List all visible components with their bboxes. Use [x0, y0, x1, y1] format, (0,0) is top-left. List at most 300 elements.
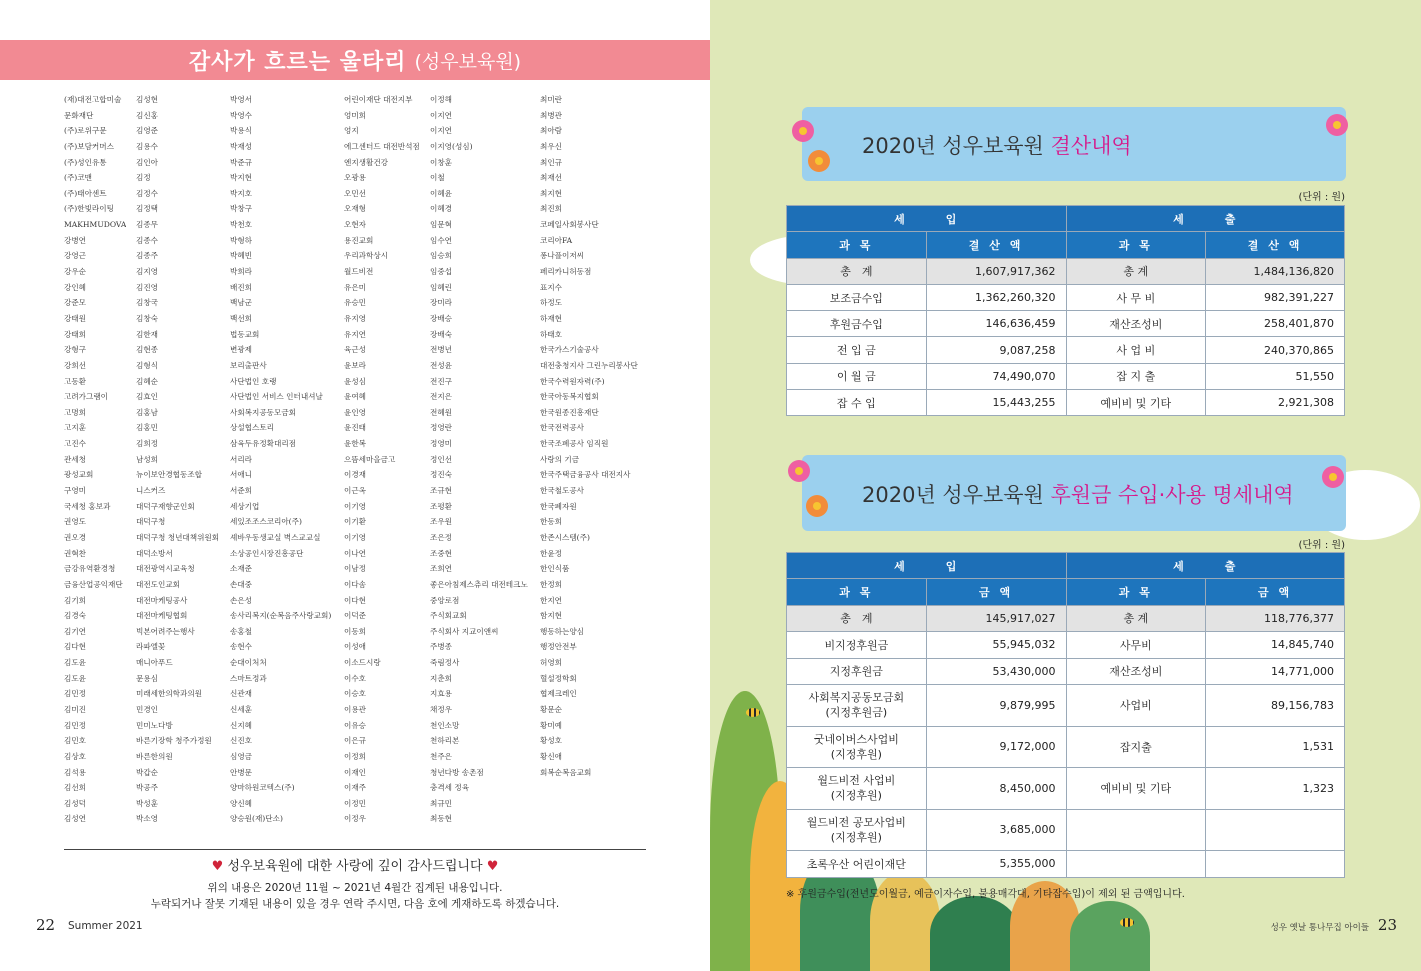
donor-name: 뉴이보안경협동조합 — [136, 470, 203, 480]
amount-cell: 9,172,000 — [926, 726, 1066, 768]
donor-name: 김미진 — [64, 704, 87, 714]
donor-name: 고동환 — [64, 376, 87, 386]
donor-name: 한국폐자원 — [540, 501, 577, 511]
donor-name: 조희연 — [430, 564, 453, 574]
donor-name: 이기영 — [344, 501, 367, 511]
donor-name: 한국원종진흥재단 — [540, 407, 599, 417]
bee-icon — [1120, 918, 1134, 927]
donor-name: 죽림정사 — [430, 658, 460, 668]
donor-name: 백선희 — [230, 313, 253, 323]
donor-name: 이다현 — [344, 595, 367, 605]
donor-list — [64, 92, 664, 844]
donor-name: 김희정 — [136, 439, 159, 449]
donor-name: 김진영 — [136, 282, 159, 292]
donor-name: 오광용 — [344, 173, 367, 183]
donor-name: 강인혜 — [64, 282, 87, 292]
donor-name: 니스커즈 — [136, 486, 166, 496]
donor-name: 사단법인 서비스 인터내셔날 — [230, 392, 323, 402]
header-item: 과 목 — [787, 232, 927, 258]
heart-icon: ♥ — [211, 859, 224, 874]
donor-name: 서준희 — [230, 486, 253, 496]
donor-name: 대전마케팅협회 — [136, 611, 188, 621]
donor-name: 전진구 — [430, 376, 453, 386]
donor-name: 황성호 — [540, 736, 563, 746]
page-number-left: 22 — [36, 916, 56, 934]
donor-name: 바른기장학 청주가정원 — [136, 736, 212, 746]
donor-name: 조평환 — [430, 501, 453, 511]
donor-name: 엉미희 — [344, 110, 367, 120]
donor-name: 허영희 — [540, 658, 563, 668]
item-cell: 월드비전 공모사업비 (지정후원) — [787, 809, 927, 851]
donor-name: 강우순 — [64, 267, 87, 277]
amount-cell: 2,921,308 — [1206, 390, 1345, 416]
donor-name: 우리과학상시 — [344, 251, 389, 261]
donor-name: 장배숙 — [430, 329, 453, 339]
header-income: 세 입 — [787, 553, 1067, 579]
donor-name: 이동희 — [344, 626, 367, 636]
donor-name: 국세청 홍보과 — [64, 501, 111, 511]
item-cell: 잡지출 — [1066, 726, 1206, 768]
donor-name: 강태원 — [64, 313, 87, 323]
donor-name: 이재주 — [344, 783, 367, 793]
donor-name: 김종수 — [136, 235, 159, 245]
donor-name: 한국주택금융공사 대전지사 — [540, 470, 631, 480]
donor-name: 고진수 — [64, 439, 87, 449]
donor-name: 오현자 — [344, 220, 367, 230]
donor-name: 이경재 — [344, 470, 367, 480]
donor-name: 박준규 — [230, 157, 253, 167]
donor-name: 이정해 — [430, 95, 453, 104]
donor-name: 강태희 — [64, 329, 87, 339]
donor-name: 정진숙 — [430, 470, 453, 480]
item-cell: 이 월 금 — [787, 363, 927, 389]
donor-name: 채정우 — [430, 704, 453, 714]
donor-name: 주식회사 지교이앤씨 — [430, 626, 499, 636]
unit-label: (단위 : 원) — [1298, 540, 1345, 551]
item-cell: 지정후원금 — [787, 658, 927, 685]
donor-name: 어린이재단 대전지부 — [344, 95, 413, 104]
donor-name: 이성애 — [344, 642, 367, 652]
donor-name: 황신애 — [540, 751, 563, 761]
header-amount: 결 산 액 — [1206, 232, 1345, 258]
donor-name: 협제크레인 — [540, 689, 577, 699]
amount-cell: 9,879,995 — [926, 685, 1066, 727]
donor-name: 미래세한의학과의원 — [136, 689, 203, 699]
donor-name: 매니아푸드 — [136, 658, 173, 668]
donor-name: 김기희 — [64, 595, 87, 605]
donor-name: 표지수 — [540, 282, 563, 292]
heart-icon: ♥ — [486, 859, 499, 874]
donor-name: 김성덕 — [64, 798, 87, 808]
donor-name: 사단법인 호랭 — [230, 376, 277, 386]
donor-name: 백남군 — [230, 298, 253, 308]
donor-name: 김종주 — [136, 251, 159, 261]
donor-name: 신관재 — [230, 689, 253, 699]
amount-cell: 51,550 — [1206, 363, 1345, 389]
footnote: ※ 후원금수입(전년도이월금, 예금이자수입, 불용매각대, 기타잡수입)이 제외 된 금액입니다. — [786, 889, 1185, 900]
donor-name: 김홍남 — [136, 407, 159, 417]
donor-name: 이유승 — [344, 720, 367, 730]
decor-plant — [1070, 901, 1150, 971]
donor-name: 천주은 — [430, 751, 453, 761]
donor-name: 김민정 — [64, 720, 87, 730]
donor-name: 유지영 — [344, 313, 367, 323]
donor-name: 이용관 — [344, 704, 367, 714]
table-row — [787, 605, 1345, 632]
donor-name: 전병년 — [430, 345, 453, 355]
donor-name: 하정도 — [540, 298, 563, 308]
donor-name: 김민호 — [64, 736, 87, 746]
donor-name: 안병문 — [230, 767, 253, 777]
item-cell — [1066, 851, 1206, 878]
donor-name: 이소드시랑 — [344, 658, 381, 668]
item-cell: 재산조성비 — [1066, 311, 1206, 337]
item-cell: 전 입 금 — [787, 337, 927, 363]
header-income: 세 입 — [787, 206, 1067, 232]
header-amount: 결 산 액 — [926, 232, 1066, 258]
amount-cell: 9,087,258 — [926, 337, 1066, 363]
item-cell: 총 계 — [787, 258, 927, 284]
donor-name: 남성희 — [136, 454, 159, 464]
settlement-table — [786, 205, 1345, 416]
header-amount: 금 액 — [1206, 579, 1345, 605]
donor-name: 박지호 — [230, 188, 253, 198]
donor-name: 이승호 — [344, 689, 367, 699]
donor-name: 황미예 — [540, 720, 563, 730]
donor-name: 서애니 — [230, 470, 253, 480]
donor-name: 권영도 — [64, 517, 87, 527]
donor-name: 혈설정학회 — [540, 673, 577, 683]
donor-name: 오재형 — [344, 204, 367, 214]
donor-name: 최미란 — [540, 95, 563, 104]
amount-cell: 3,685,000 — [926, 809, 1066, 851]
donor-name: 최진희 — [540, 204, 563, 214]
donor-name: 월드비전 — [344, 267, 374, 277]
donor-name: 삼육두유정확대리점 — [230, 439, 297, 449]
table-row — [787, 390, 1345, 416]
donor-name: 천인소망 — [430, 720, 460, 730]
donor-name: 유승민 — [344, 298, 367, 308]
donor-name: 이정민 — [344, 798, 367, 808]
title-card-donation — [802, 455, 1346, 531]
amount-cell: 145,917,027 — [926, 605, 1066, 632]
donor-name: 박공주 — [136, 783, 159, 793]
table-row — [787, 337, 1345, 363]
donor-name: 박혜빈 — [230, 251, 253, 261]
header-expense: 세 출 — [1066, 206, 1345, 232]
donor-name: 라파엘꽃 — [136, 642, 166, 652]
amount-cell: 8,450,000 — [926, 768, 1066, 810]
donation-table — [786, 552, 1345, 878]
donor-name: 코페일사회봉사단 — [540, 220, 599, 230]
issue-season: Summer 2021 — [68, 920, 143, 932]
name-column — [64, 92, 126, 827]
donor-name: 장미라 — [430, 298, 453, 308]
donor-name: 김선희 — [64, 783, 87, 793]
donor-name: 최아람 — [540, 126, 563, 136]
donor-name: 김기연 — [64, 626, 87, 636]
donor-name: 주식회교회 — [430, 611, 467, 621]
donor-name: 지춘희 — [430, 673, 453, 683]
donor-name: 세있조조스코리아(주) — [230, 517, 302, 527]
donor-name: 김영준 — [136, 126, 159, 136]
settlement-title: 2020년 성우보육원 결산내역 — [862, 134, 1132, 158]
donor-name: 정인선 — [430, 454, 453, 464]
donor-name: 이수호 — [344, 673, 367, 683]
donor-name: 이재인 — [344, 767, 367, 777]
donor-name: 박소영 — [136, 814, 159, 824]
flower-icon — [808, 150, 830, 172]
donor-name: 에그센터드 대전반석점 — [344, 141, 420, 151]
donor-name: 임혜린 — [430, 282, 453, 292]
item-cell: 보조금수입 — [787, 284, 927, 310]
donor-name: 김상호 — [64, 751, 87, 761]
donor-name: 전혜원 — [430, 407, 453, 417]
divider — [64, 849, 646, 850]
amount-cell: 1,531 — [1206, 726, 1345, 768]
donor-name: 최병관 — [540, 110, 563, 120]
donor-name: 행정안전부 — [540, 642, 577, 652]
donor-name: 정영란 — [430, 423, 453, 433]
header-item: 과 목 — [787, 579, 927, 605]
header-item: 과 목 — [1066, 232, 1206, 258]
item-cell: 사 업 비 — [1066, 337, 1206, 363]
donor-name: 전지은 — [430, 392, 453, 402]
table-row — [787, 363, 1345, 389]
donor-name: 중앙로점 — [430, 595, 460, 605]
donor-name: 오민선 — [344, 188, 367, 198]
flower-icon — [788, 460, 810, 482]
table-row — [787, 851, 1345, 878]
table-row — [787, 768, 1345, 810]
donor-name: 세상기업 — [230, 501, 260, 511]
donor-name: 문화재단 — [64, 110, 94, 120]
donor-name: 이기영 — [344, 532, 367, 542]
banner-subtitle: (성우보육원) — [414, 50, 522, 73]
donor-name: 박지현 — [230, 173, 253, 183]
donor-name: 신세훈 — [230, 704, 253, 714]
item-cell: 사 무 비 — [1066, 284, 1206, 310]
donor-name: 퐁나플이저씨 — [540, 251, 585, 261]
donor-name: 대전마케팅공사 — [136, 595, 188, 605]
note-period: 위의 내용은 2020년 11월 ~ 2021년 4월간 집계된 내용입니다. — [207, 882, 503, 894]
item-cell: 초록우산 어린이재단 — [787, 851, 927, 878]
donor-name: 조우원 — [430, 517, 453, 527]
unit-label: (단위 : 원) — [1298, 192, 1345, 203]
donor-name: 한국아동복지협회 — [540, 392, 599, 402]
donor-name: 배진희 — [230, 282, 253, 292]
table-row — [787, 726, 1345, 768]
donor-name: 최규민 — [430, 798, 453, 808]
donor-name: 강준모 — [64, 298, 87, 308]
header-amount: 금 액 — [926, 579, 1066, 605]
donor-name: 이철 — [430, 173, 445, 183]
flower-icon — [1322, 466, 1344, 488]
donor-name: 순대이처처 — [230, 658, 267, 668]
donor-name: 김용수 — [136, 141, 159, 151]
amount-cell — [1206, 851, 1345, 878]
donor-name: 이혜윤 — [430, 188, 453, 198]
donor-name: 송홍철 — [230, 626, 253, 636]
donor-name: 김형식 — [136, 360, 159, 370]
donor-name: 박영수 — [230, 110, 253, 120]
donor-name: 서리라 — [230, 454, 253, 464]
donor-name: 김다현 — [64, 642, 87, 652]
donor-name: 하재현 — [540, 313, 563, 323]
donor-name: 강희선 — [64, 360, 87, 370]
decor-plant — [930, 896, 1020, 971]
amount-cell — [1206, 809, 1345, 851]
donor-name: (주)보담커머스 — [64, 141, 114, 151]
donor-name: 조중현 — [430, 548, 453, 558]
item-cell: 총 계 — [1066, 605, 1206, 632]
item-cell: 잡 수 입 — [787, 390, 927, 416]
donor-name: 윤성심 — [344, 376, 367, 386]
donor-name: 이지연 — [430, 126, 453, 136]
donor-name: 김민정 — [64, 689, 87, 699]
donor-name: 대전도인교회 — [136, 579, 181, 589]
item-cell: 후원금수입 — [787, 311, 927, 337]
table-row — [787, 658, 1345, 685]
title-banner — [0, 40, 710, 80]
donor-name: 강병연 — [64, 235, 87, 245]
donor-name: 변광제 — [230, 345, 253, 355]
donor-name: 조규현 — [430, 486, 453, 496]
item-cell: 굿네이버스사업비 (지정후원) — [787, 726, 927, 768]
donor-name: 천하리본 — [430, 736, 460, 746]
donor-name: 대덕구청 청년대책위원회 — [136, 532, 220, 542]
donor-name: 김성연 — [64, 814, 87, 824]
donor-name: 소상공인시장진흥공단 — [230, 548, 304, 558]
donor-name: 금강유역환경청 — [64, 564, 116, 574]
header-item: 과 목 — [1066, 579, 1206, 605]
donor-name: 윤여혜 — [344, 392, 367, 402]
donor-name: 이근옥 — [344, 486, 367, 496]
donor-name: 최지현 — [540, 188, 563, 198]
donor-name: 심영금 — [230, 751, 253, 761]
donation-title: 2020년 성우보육원 후원금 수입·사용 명세내역 — [862, 483, 1294, 507]
donor-name: (주)로위구문 — [64, 126, 107, 136]
amount-cell: 146,636,459 — [926, 311, 1066, 337]
donor-name: 금융산업공익재단 — [64, 579, 123, 589]
donor-name: 지효용 — [430, 689, 453, 699]
donor-name: 대전광역시교육청 — [136, 564, 195, 574]
donor-name: 송현수 — [230, 642, 253, 652]
donor-name: 김지영 — [136, 267, 159, 277]
donor-name: 관세청 — [64, 454, 87, 464]
donor-name: 박성훈 — [136, 798, 159, 808]
name-column — [344, 92, 420, 827]
donor-name: 최동현 — [430, 814, 453, 824]
donor-name: 손대중 — [230, 579, 253, 589]
item-cell: 예비비 및 기타 — [1066, 768, 1206, 810]
donor-name: 한인식품 — [540, 564, 570, 574]
donor-name: 이은규 — [344, 736, 367, 746]
table-row — [787, 311, 1345, 337]
thanks-message — [64, 855, 646, 874]
item-cell: 총 계 — [1066, 258, 1206, 284]
donor-name: 김혜순 — [136, 376, 159, 386]
donor-name: 대덕구재향군인회 — [136, 501, 195, 511]
donor-name: 한국전력공사 — [540, 423, 585, 433]
donor-name: 한정희 — [540, 579, 563, 589]
donor-name: 김도윤 — [64, 673, 87, 683]
bee-icon — [746, 708, 760, 717]
donor-name: 박형하 — [230, 235, 253, 245]
donor-name: 소재준 — [230, 564, 253, 574]
donor-name: 김석용 — [64, 767, 87, 777]
table-row — [787, 258, 1345, 284]
donor-name: 한국수력원자력(주) — [540, 376, 605, 386]
name-column — [430, 92, 528, 827]
donor-name: 임수연 — [430, 235, 453, 245]
donor-name: 조은정 — [430, 532, 453, 542]
amount-cell: 258,401,870 — [1206, 311, 1345, 337]
donor-name: 김정택 — [136, 204, 159, 214]
name-column — [136, 92, 219, 827]
donor-name: 코리아FA — [540, 235, 573, 245]
name-column — [230, 92, 331, 827]
amount-cell: 1,484,136,820 — [1206, 258, 1345, 284]
donor-name: 이지연 — [430, 110, 453, 120]
donor-name: 양신혜 — [230, 798, 253, 808]
item-cell: 예비비 및 기타 — [1066, 390, 1206, 416]
amount-cell: 14,771,000 — [1206, 658, 1345, 685]
donor-name: 대덕구청 — [136, 517, 166, 527]
magazine-name: 성우 옛날 통나무집 아이들 — [1270, 923, 1369, 933]
item-cell: 재산조성비 — [1066, 658, 1206, 685]
amount-cell: 118,776,377 — [1206, 605, 1345, 632]
donor-name: 대덕소방서 — [136, 548, 173, 558]
donor-name: 김경숙 — [64, 611, 87, 621]
item-cell: 사업비 — [1066, 685, 1206, 727]
donor-name: 송사리복지(순복음주사랑교회) — [230, 611, 332, 621]
page-number-right: 23 — [1377, 916, 1397, 934]
donor-name: 이남정 — [344, 564, 367, 574]
flower-icon — [792, 120, 814, 142]
donor-name: 전성윤 — [430, 360, 453, 370]
donor-name: 으뜸세마을금고 — [344, 454, 396, 464]
donor-name: 문용심 — [136, 673, 159, 683]
donor-name: 윤인영 — [344, 407, 367, 417]
donor-name: 이나연 — [344, 548, 367, 558]
donor-name: 신지혜 — [230, 720, 253, 730]
donor-name: 최인규 — [540, 157, 563, 167]
donor-name: 이기환 — [344, 517, 367, 527]
donor-name: 장배승 — [430, 313, 453, 323]
donor-name: 김종무 — [136, 220, 159, 230]
amount-cell: 74,490,070 — [926, 363, 1066, 389]
amount-cell: 53,430,000 — [926, 658, 1066, 685]
donor-name: 한지연 — [540, 595, 563, 605]
donor-name: 권혁찬 — [64, 548, 87, 558]
donor-name: (주)한빛라이팅 — [64, 204, 114, 214]
donor-name: 권오경 — [64, 532, 87, 542]
donor-name: 육근성 — [344, 345, 367, 355]
donor-name: 김한재 — [136, 329, 159, 339]
amount-cell: 14,845,740 — [1206, 632, 1345, 659]
donor-name: 민미노다방 — [136, 720, 173, 730]
donor-name: 광성교회 — [64, 470, 94, 480]
item-cell: 비지정후원금 — [787, 632, 927, 659]
donor-name: 윤한복 — [344, 439, 367, 449]
donor-name: 임승희 — [430, 251, 453, 261]
item-cell: 월드비전 사업비 (지정후원) — [787, 768, 927, 810]
amount-cell: 5,355,000 — [926, 851, 1066, 878]
donor-name: 구영미 — [64, 486, 87, 496]
left-page — [0, 0, 710, 971]
table-row — [787, 809, 1345, 851]
